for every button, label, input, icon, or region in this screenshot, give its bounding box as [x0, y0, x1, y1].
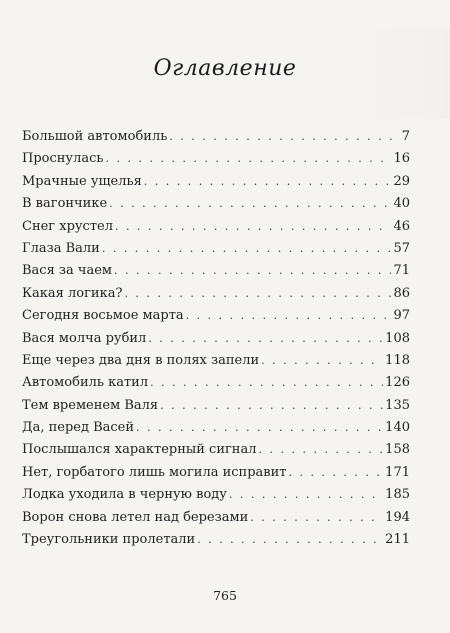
toc-entry-title: Послышался характерный сигнал [22, 442, 257, 458]
toc-entry-title: Треугольники пролетали [22, 532, 196, 548]
toc-entry [22, 171, 410, 193]
dot-leader [288, 462, 383, 484]
toc-entry-page: 158 [385, 442, 410, 458]
dot-leader [258, 439, 383, 461]
toc-entry [22, 417, 410, 439]
table-of-contents [22, 126, 410, 551]
toc-entry [22, 126, 410, 148]
toc-entry-page: 97 [393, 308, 410, 324]
dot-leader [150, 372, 383, 394]
toc-entry [22, 484, 410, 506]
toc-entry [22, 238, 410, 260]
toc-entry-title: Да, перед Васей [22, 420, 135, 436]
dot-leader [105, 148, 391, 170]
toc-entry-title: Нет, горбатого лишь могила исправит [22, 464, 287, 480]
dot-leader [148, 328, 383, 350]
dot-leader [102, 238, 392, 260]
toc-entry [22, 260, 410, 282]
toc-entry [22, 372, 410, 394]
toc-entry-page: 140 [385, 420, 410, 436]
page-number: 765 [213, 588, 237, 603]
toc-entry-page: 71 [393, 263, 410, 279]
toc-entry [22, 462, 410, 484]
dot-leader [124, 283, 391, 305]
toc-entry-page: 171 [385, 464, 410, 480]
toc-entry [22, 350, 410, 372]
toc-entry-page: 57 [393, 240, 410, 256]
toc-entry-page: 29 [393, 173, 410, 189]
toc-entry-page: 86 [393, 285, 410, 301]
toc-entry-title: Мрачные ущелья [22, 173, 142, 189]
dot-leader [197, 529, 383, 551]
toc-entry-page: 126 [385, 375, 410, 391]
toc-entry-title: Еще через два дня в полях запели [22, 352, 260, 368]
toc-entry-title: Снег хрустел [22, 218, 113, 234]
dot-leader [115, 216, 391, 238]
dot-leader [229, 484, 383, 506]
toc-entry-page: 46 [393, 218, 410, 234]
dot-leader [160, 395, 383, 417]
dot-leader [109, 193, 391, 215]
toc-entry-page: 16 [393, 151, 410, 167]
toc-entry [22, 148, 410, 170]
toc-entry-title: Глаза Вали [22, 240, 100, 256]
toc-entry-page: 211 [385, 532, 410, 548]
toc-entry-title: Большой автомобиль [22, 129, 168, 144]
toc-entry-title: Лодка уходила в черную воду [22, 487, 227, 503]
toc-entry-title: В вагончике [22, 196, 108, 212]
toc-entry [22, 507, 410, 529]
dot-leader [114, 260, 391, 282]
toc-entry-page: 185 [385, 487, 410, 503]
toc-entry-title: Ворон снова летел над березами [22, 509, 249, 525]
toc-entry-page: 194 [385, 509, 410, 525]
toc-entry-page: 108 [385, 330, 410, 346]
toc-entry-title: Вася молча рубил [22, 330, 147, 346]
toc-entry [22, 328, 410, 350]
dot-leader [144, 171, 392, 193]
toc-entry-title: Проснулась [22, 151, 104, 167]
toc-entry [22, 395, 410, 417]
toc-entry-title: Сегодня восьмое марта [22, 308, 184, 324]
toc-entry-page: 118 [385, 352, 410, 368]
toc-entry [22, 216, 410, 238]
dot-leader [136, 417, 383, 439]
toc-entry-title: Автомобиль катил [22, 375, 149, 391]
toc-entry [22, 283, 410, 305]
toc-entry-title: Тем временем Валя [22, 397, 159, 413]
toc-entry [22, 439, 410, 461]
toc-entry-title: Какая логика? [22, 285, 123, 301]
dot-leader [261, 350, 383, 372]
toc-entry-page: 40 [393, 196, 410, 212]
toc-entry [22, 305, 410, 327]
toc-entry-title: Вася за чаем [22, 263, 113, 279]
dot-leader [186, 305, 392, 327]
toc-entry [22, 529, 410, 551]
toc-entry-page: 7 [401, 129, 410, 144]
dot-leader [169, 126, 399, 148]
toc-entry-page: 135 [385, 397, 410, 413]
dot-leader [250, 507, 383, 529]
page-title: Оглавление [153, 56, 297, 81]
toc-entry [22, 193, 410, 215]
